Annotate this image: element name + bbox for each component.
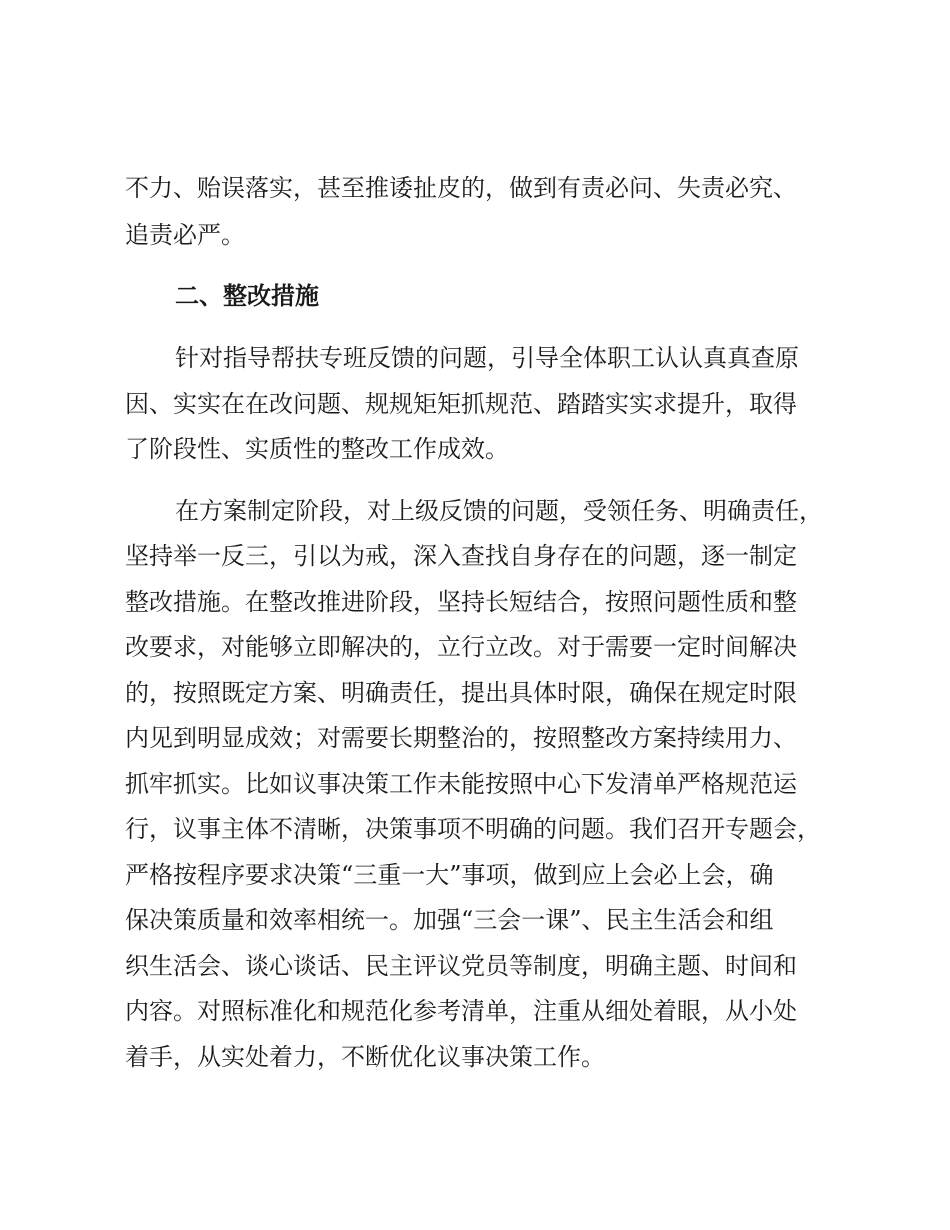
text-line-content: 整改措施。在整改推进阶段，坚持长短结合，按照问题性质和整 bbox=[125, 588, 797, 616]
text-line bbox=[0, 951, 950, 981]
text-line bbox=[0, 860, 950, 890]
text-line-content: 抓牢抓实。比如议事决策工作未能按照中心下发清单严格规范运 bbox=[125, 770, 797, 798]
text-line bbox=[0, 996, 950, 1026]
text-line bbox=[0, 343, 950, 373]
text-line-content: 行，议事主体不清晰，决策事项不明确的问题。我们召开专题会， bbox=[125, 815, 821, 843]
text-line bbox=[0, 389, 950, 419]
text-line-content: 织生活会、谈心谈话、民主评议党员等制度，明确主题、时间和 bbox=[125, 952, 797, 980]
text-line bbox=[0, 905, 950, 935]
text-line bbox=[0, 173, 950, 203]
text-line-content: 着手，从实处着力，不断优化议事决策工作。 bbox=[125, 1043, 605, 1071]
text-line-content: 追责必严。 bbox=[125, 221, 245, 249]
text-line-content: 因、实实在在改问题、规规矩矩抓规范、踏踏实实求提升，取得 bbox=[125, 390, 797, 418]
text-line-content: 坚持举一反三，引以为戒，深入查找自身存在的问题，逐一制定 bbox=[125, 542, 797, 570]
text-line bbox=[0, 814, 950, 844]
text-line-content: 改要求，对能够立即解决的，立行立改。对于需要一定时间解决 bbox=[125, 633, 797, 661]
section-heading: 二、整改措施 bbox=[175, 282, 319, 310]
text-line bbox=[0, 632, 950, 662]
text-line bbox=[0, 678, 950, 708]
text-line-content: 了阶段性、实质性的整改工作成效。 bbox=[125, 435, 509, 463]
text-line bbox=[0, 434, 950, 464]
text-line-content: 保决策质量和效率相统一。加强“三会一课”、民主生活会和组 bbox=[125, 906, 774, 934]
text-line-content: 的，按照既定方案、明确责任，提出具体时限，确保在规定时限 bbox=[125, 679, 797, 707]
text-line bbox=[0, 723, 950, 753]
text-line bbox=[0, 541, 950, 571]
text-line bbox=[0, 1042, 950, 1072]
text-line bbox=[0, 769, 950, 799]
text-line-content: 针对指导帮扶专班反馈的问题，引导全体职工认认真真查原 bbox=[175, 344, 799, 372]
text-line-content: 在方案制定阶段，对上级反馈的问题，受领任务、明确责任， bbox=[175, 497, 823, 525]
text-line bbox=[0, 220, 950, 250]
text-line-content: 内容。对照标准化和规范化参考清单，注重从细处着眼，从小处 bbox=[125, 997, 797, 1025]
text-line-content: 不力、贻误落实，甚至推诿扯皮的，做到有责必问、失责必究、 bbox=[125, 174, 797, 202]
text-line bbox=[0, 496, 950, 526]
text-line-content: 严格按程序要求决策“三重一大”事项，做到应上会必上会，确 bbox=[125, 861, 774, 889]
text-line bbox=[0, 587, 950, 617]
text-line-content: 内见到明显成效；对需要长期整治的，按照整改方案持续用力、 bbox=[125, 724, 797, 752]
